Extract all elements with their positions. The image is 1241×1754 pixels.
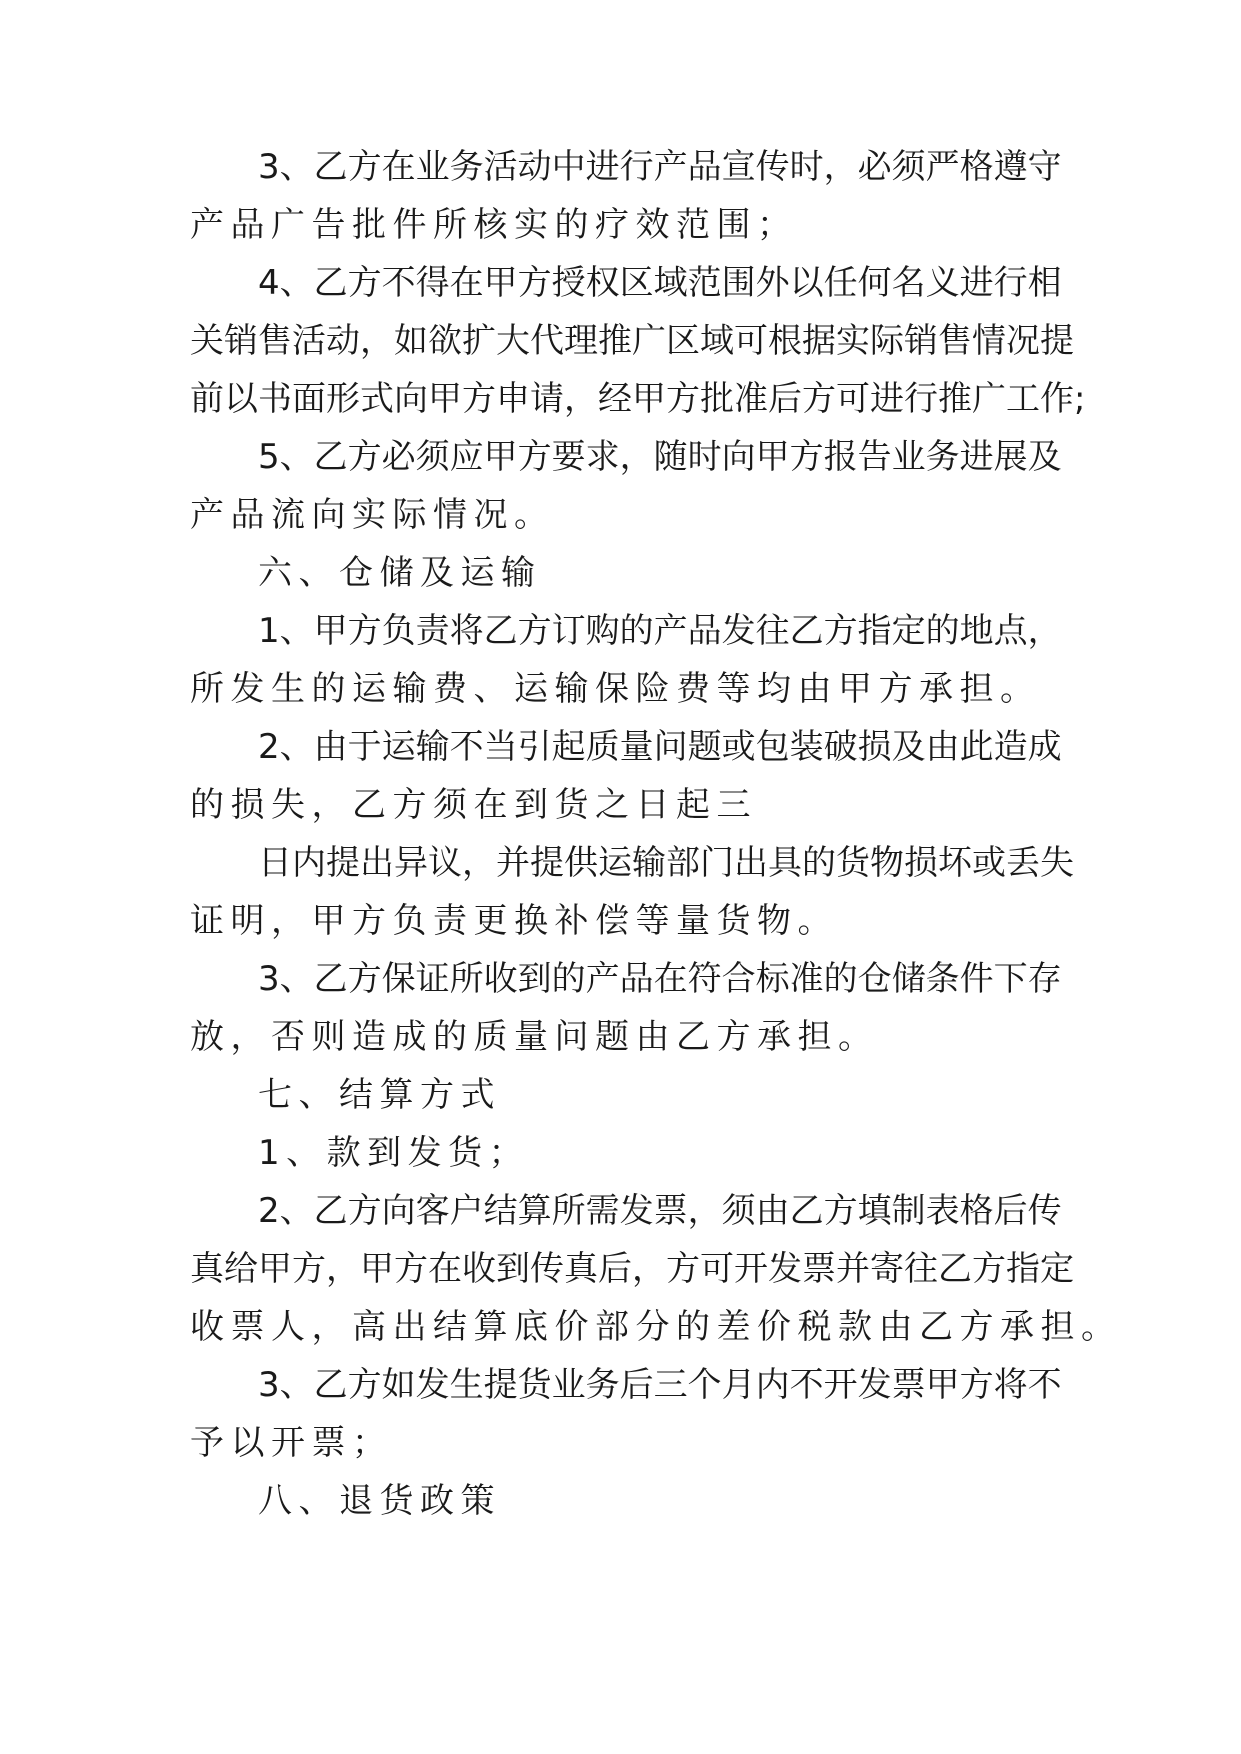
paragraph-line: 关销售活动，如欲扩大代理推广区域可根据实际销售情况提 (190, 321, 1074, 361)
paragraph-line: 5、乙方必须应甲方要求，随时向甲方报告业务进展及 (258, 437, 1062, 477)
paragraph-line: 4、乙方不得在甲方授权区域范围外以任何名义进行相 (258, 263, 1062, 303)
section-heading: 七、结算方式 (258, 1075, 501, 1115)
paragraph-line: 真给甲方，甲方在收到传真后，方可开发票并寄往乙方指定 (190, 1249, 1074, 1289)
paragraph-line: 产品广告批件所核实的疗效范围； (190, 205, 798, 245)
paragraph-line: 2、由于运输不当引起质量问题或包装破损及由此造成 (258, 727, 1062, 767)
paragraph-line: 日内提出异议，并提供运输部门出具的货物损坏或丢失 (258, 843, 1074, 883)
paragraph-line: 产品流向实际情况。 (190, 495, 555, 535)
paragraph-line: 3、乙方保证所收到的产品在符合标准的仓储条件下存 (258, 959, 1062, 999)
section-heading: 八、退货政策 (258, 1481, 501, 1521)
paragraph-line: 所发生的运输费、运输保险费等均由甲方承担。 (190, 669, 1041, 709)
paragraph-line: 收票人，高出结算底价部分的差价税款由乙方承担。 (190, 1307, 1122, 1347)
paragraph-line: 1、甲方负责将乙方订购的产品发往乙方指定的地点， (258, 611, 1062, 651)
paragraph-line: 证明，甲方负责更换补偿等量货物。 (190, 901, 838, 941)
paragraph-line: 的损失，乙方须在到货之日起三 (190, 785, 757, 825)
paragraph-line: 前以书面形式向甲方申请，经甲方批准后方可进行推广工作; (190, 379, 1086, 419)
paragraph-line: 1、款到发货； (258, 1133, 530, 1173)
paragraph-line: 2、乙方向客户结算所需发票，须由乙方填制表格后传 (258, 1191, 1062, 1231)
paragraph-line: 予以开票； (190, 1423, 393, 1463)
section-heading: 六、仓储及运输 (258, 553, 542, 593)
paragraph-line: 3、乙方在业务活动中进行产品宣传时，必须严格遵守 (258, 147, 1062, 187)
paragraph-line: 3、乙方如发生提货业务后三个月内不开发票甲方将不 (258, 1365, 1062, 1405)
paragraph-line: 放，否则造成的质量问题由乙方承担。 (190, 1017, 879, 1057)
